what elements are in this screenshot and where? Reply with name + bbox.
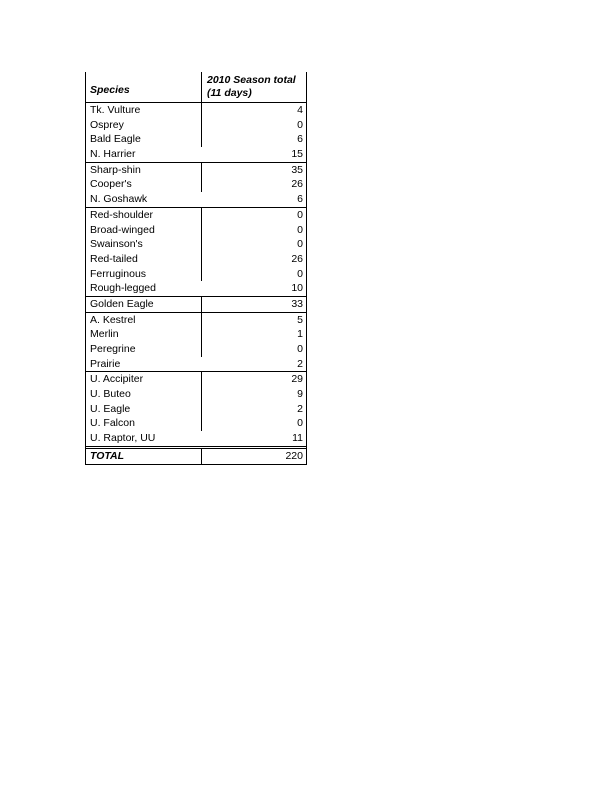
species-name: N. Goshawk	[90, 193, 148, 206]
table-row	[86, 237, 306, 252]
table-row	[86, 431, 306, 446]
species-name: Bald Eagle	[86, 132, 202, 147]
season-total-header-line1: 2010 Season total	[207, 74, 296, 86]
species-count: 0	[297, 343, 303, 355]
table-row	[86, 147, 306, 162]
species-name: U. Falcon	[86, 416, 202, 431]
total-label: TOTAL	[86, 449, 202, 464]
species-count: 0	[297, 208, 303, 221]
table-row	[86, 118, 306, 133]
table-row	[86, 267, 306, 282]
species-count: 35	[291, 163, 303, 176]
species-name: Rough-legged	[90, 282, 156, 295]
species-count: 6	[297, 133, 303, 146]
species-name: Osprey	[86, 118, 202, 133]
species-name: Cooper's	[86, 177, 202, 192]
species-name: Prairie	[90, 357, 121, 370]
total-value: 220	[285, 449, 303, 462]
species-count: 0	[297, 417, 303, 430]
species-group	[86, 208, 306, 297]
species-name: U. Eagle	[86, 402, 202, 417]
species-count: 26	[291, 252, 303, 265]
species-group	[86, 103, 306, 163]
table-row	[86, 387, 306, 402]
species-count: 0	[297, 267, 303, 280]
species-name: Red-shoulder	[86, 208, 202, 223]
table-row	[86, 342, 306, 357]
species-count: 2	[297, 402, 303, 415]
species-name: Ferruginous	[86, 267, 202, 282]
table-header	[86, 72, 306, 103]
species-column-header: Species	[86, 72, 202, 102]
species-count: 9	[297, 388, 303, 401]
species-name: Red-tailed	[86, 252, 202, 267]
species-count: 6	[297, 193, 303, 206]
table-row	[86, 357, 306, 372]
species-count: 11	[292, 432, 303, 445]
species-count: 0	[297, 238, 303, 251]
table-row	[86, 372, 306, 387]
species-count: 4	[297, 104, 303, 116]
species-count: 0	[297, 223, 303, 236]
table-row	[86, 208, 306, 223]
raptor-count-table	[85, 72, 307, 465]
table-row	[86, 327, 306, 342]
table-row	[86, 103, 306, 118]
species-name: U. Buteo	[86, 387, 202, 402]
species-name: N. Harrier	[90, 148, 136, 161]
season-total-column-header	[202, 72, 306, 102]
species-name: Golden Eagle	[86, 297, 202, 312]
table-row	[86, 223, 306, 238]
species-group	[86, 297, 306, 313]
species-count: 15	[291, 148, 303, 161]
species-name: U. Raptor, UU	[90, 432, 156, 445]
species-count: 2	[297, 357, 303, 370]
species-group	[86, 372, 306, 446]
species-count: 0	[297, 118, 303, 131]
table-row	[86, 416, 306, 431]
species-group	[86, 313, 306, 373]
table-row	[86, 132, 306, 147]
table-row	[86, 281, 306, 296]
species-count: 10	[291, 282, 303, 295]
table-body	[86, 103, 306, 447]
table-row	[86, 192, 306, 207]
species-count: 33	[291, 297, 303, 310]
species-count: 26	[291, 178, 303, 191]
species-name: Tk. Vulture	[86, 103, 202, 118]
species-name: Swainson's	[86, 237, 202, 252]
species-name: A. Kestrel	[86, 313, 202, 328]
season-total-header-line2: (11 days)	[207, 87, 252, 99]
total-row	[86, 448, 306, 465]
species-name: Broad-winged	[86, 223, 202, 238]
species-count: 5	[297, 313, 303, 326]
species-name: Peregrine	[86, 342, 202, 357]
species-name: U. Accipiter	[86, 372, 202, 387]
species-name: Merlin	[86, 327, 202, 342]
table-row	[86, 402, 306, 417]
table-row	[86, 177, 306, 192]
table-row	[86, 313, 306, 328]
table-row	[86, 252, 306, 267]
species-count: 1	[297, 328, 303, 341]
table-row	[86, 297, 306, 312]
species-group	[86, 163, 306, 208]
table-row	[86, 163, 306, 178]
species-count: 29	[291, 373, 303, 386]
species-name: Sharp-shin	[86, 163, 202, 178]
